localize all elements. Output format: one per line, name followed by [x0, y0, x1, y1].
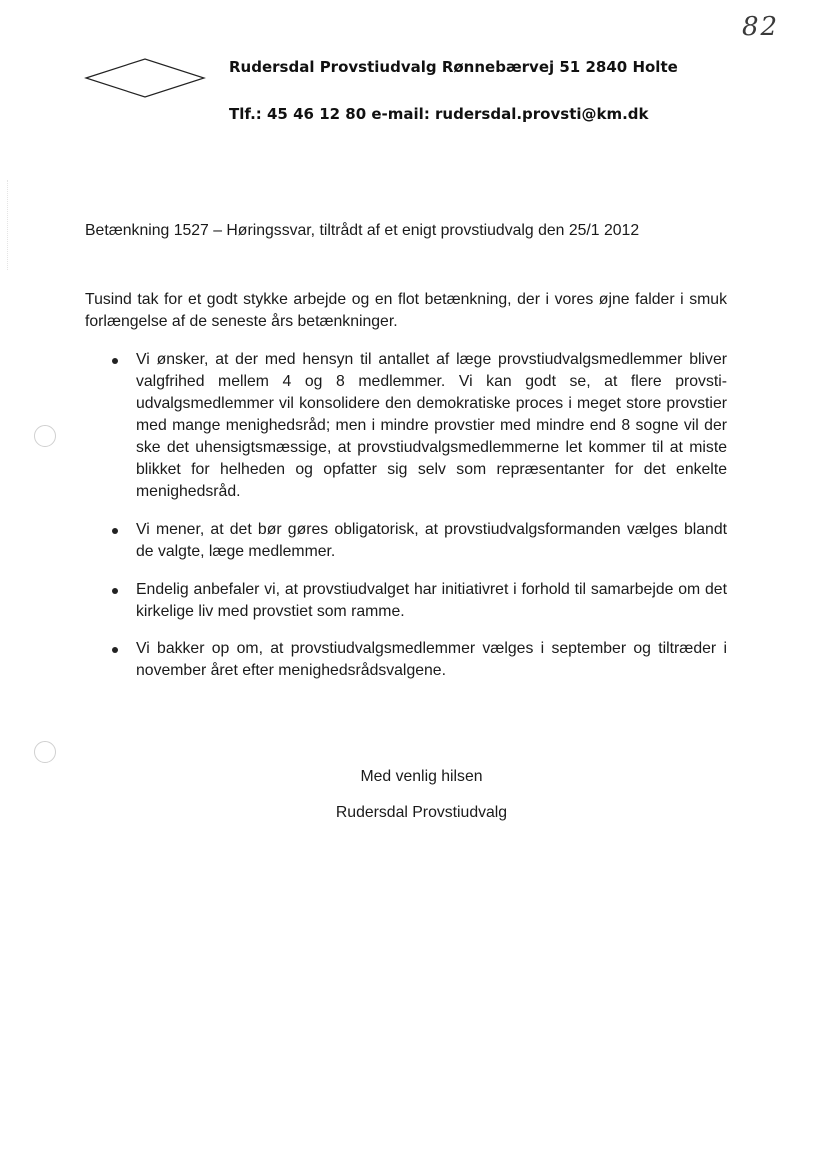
diamond-outline-icon — [84, 57, 206, 99]
list-item — [85, 579, 727, 623]
list-item-text: Endelig anbefaler vi, at provstiudvalget har initiativret i forhold til samarbejde om det kirkelige liv med provstiet som ramme. — [136, 581, 727, 620]
subject-line: Betænkning 1527 – Høringssvar, tiltrådt af et enigt provstiudvalg den 25/1 2012 — [85, 222, 640, 239]
list-item — [85, 519, 727, 563]
bullet-list — [85, 349, 727, 682]
bullet-dot-icon — [112, 588, 118, 594]
punch-hole-mark — [34, 425, 56, 447]
header-address: Rudersdal Provstiudvalg Rønnebærvej 51 2840 Holte — [229, 58, 678, 76]
intro-paragraph: Tusind tak for et godt stykke arbejde og en flot betænkning, der i vores øjne falder i smuk forlængelse af de seneste års betænkninger. — [85, 291, 727, 330]
bullet-dot-icon — [112, 528, 118, 534]
list-item-text: Vi mener, at det bør gøres obligatorisk, at provstiudvalgsformanden vælges blandt de valgte, læge medlemmer. — [136, 521, 727, 560]
closing-signature: Rudersdal Provstiudvalg — [335, 804, 508, 821]
list-item — [85, 638, 727, 682]
header-contact: Tlf.: 45 46 12 80 e-mail: rudersdal.provsti@km.dk — [229, 105, 649, 123]
bullet-dot-icon — [112, 647, 118, 653]
punch-hole-mark — [34, 741, 56, 763]
scan-edge-artifact — [7, 180, 9, 270]
bullet-dot-icon — [112, 358, 118, 364]
handwritten-page-number: 82 — [742, 12, 780, 42]
list-item-text: Vi ønsker, at der med hensyn til antallet af læge provstiudvalgsmedlemmer bliver valgfrihed mellem 4 og 8 medlemmer. Vi kan godt se, at flere provsti-udvalgsmedlemmer vil konsolidere den demokratiske proces i meget store provstier med mange menighedsråd; men i mindre provstier med mindre end 8 sogne vil der ske det uhensigtsmæssige, at provstiudvalgsmedlemmerne let kommer til at miste blikket for helheden og opfatter sig selv som repræsentanter for det enkelte menighedsråd. — [136, 351, 727, 500]
closing-greeting: Med venlig hilsen — [360, 768, 483, 785]
list-item — [85, 349, 727, 503]
list-item-text: Vi bakker op om, at provstiudvalgsmedlemmer vælges i september og tiltræder i november året efter menighedsrådsvalgene. — [136, 640, 727, 679]
